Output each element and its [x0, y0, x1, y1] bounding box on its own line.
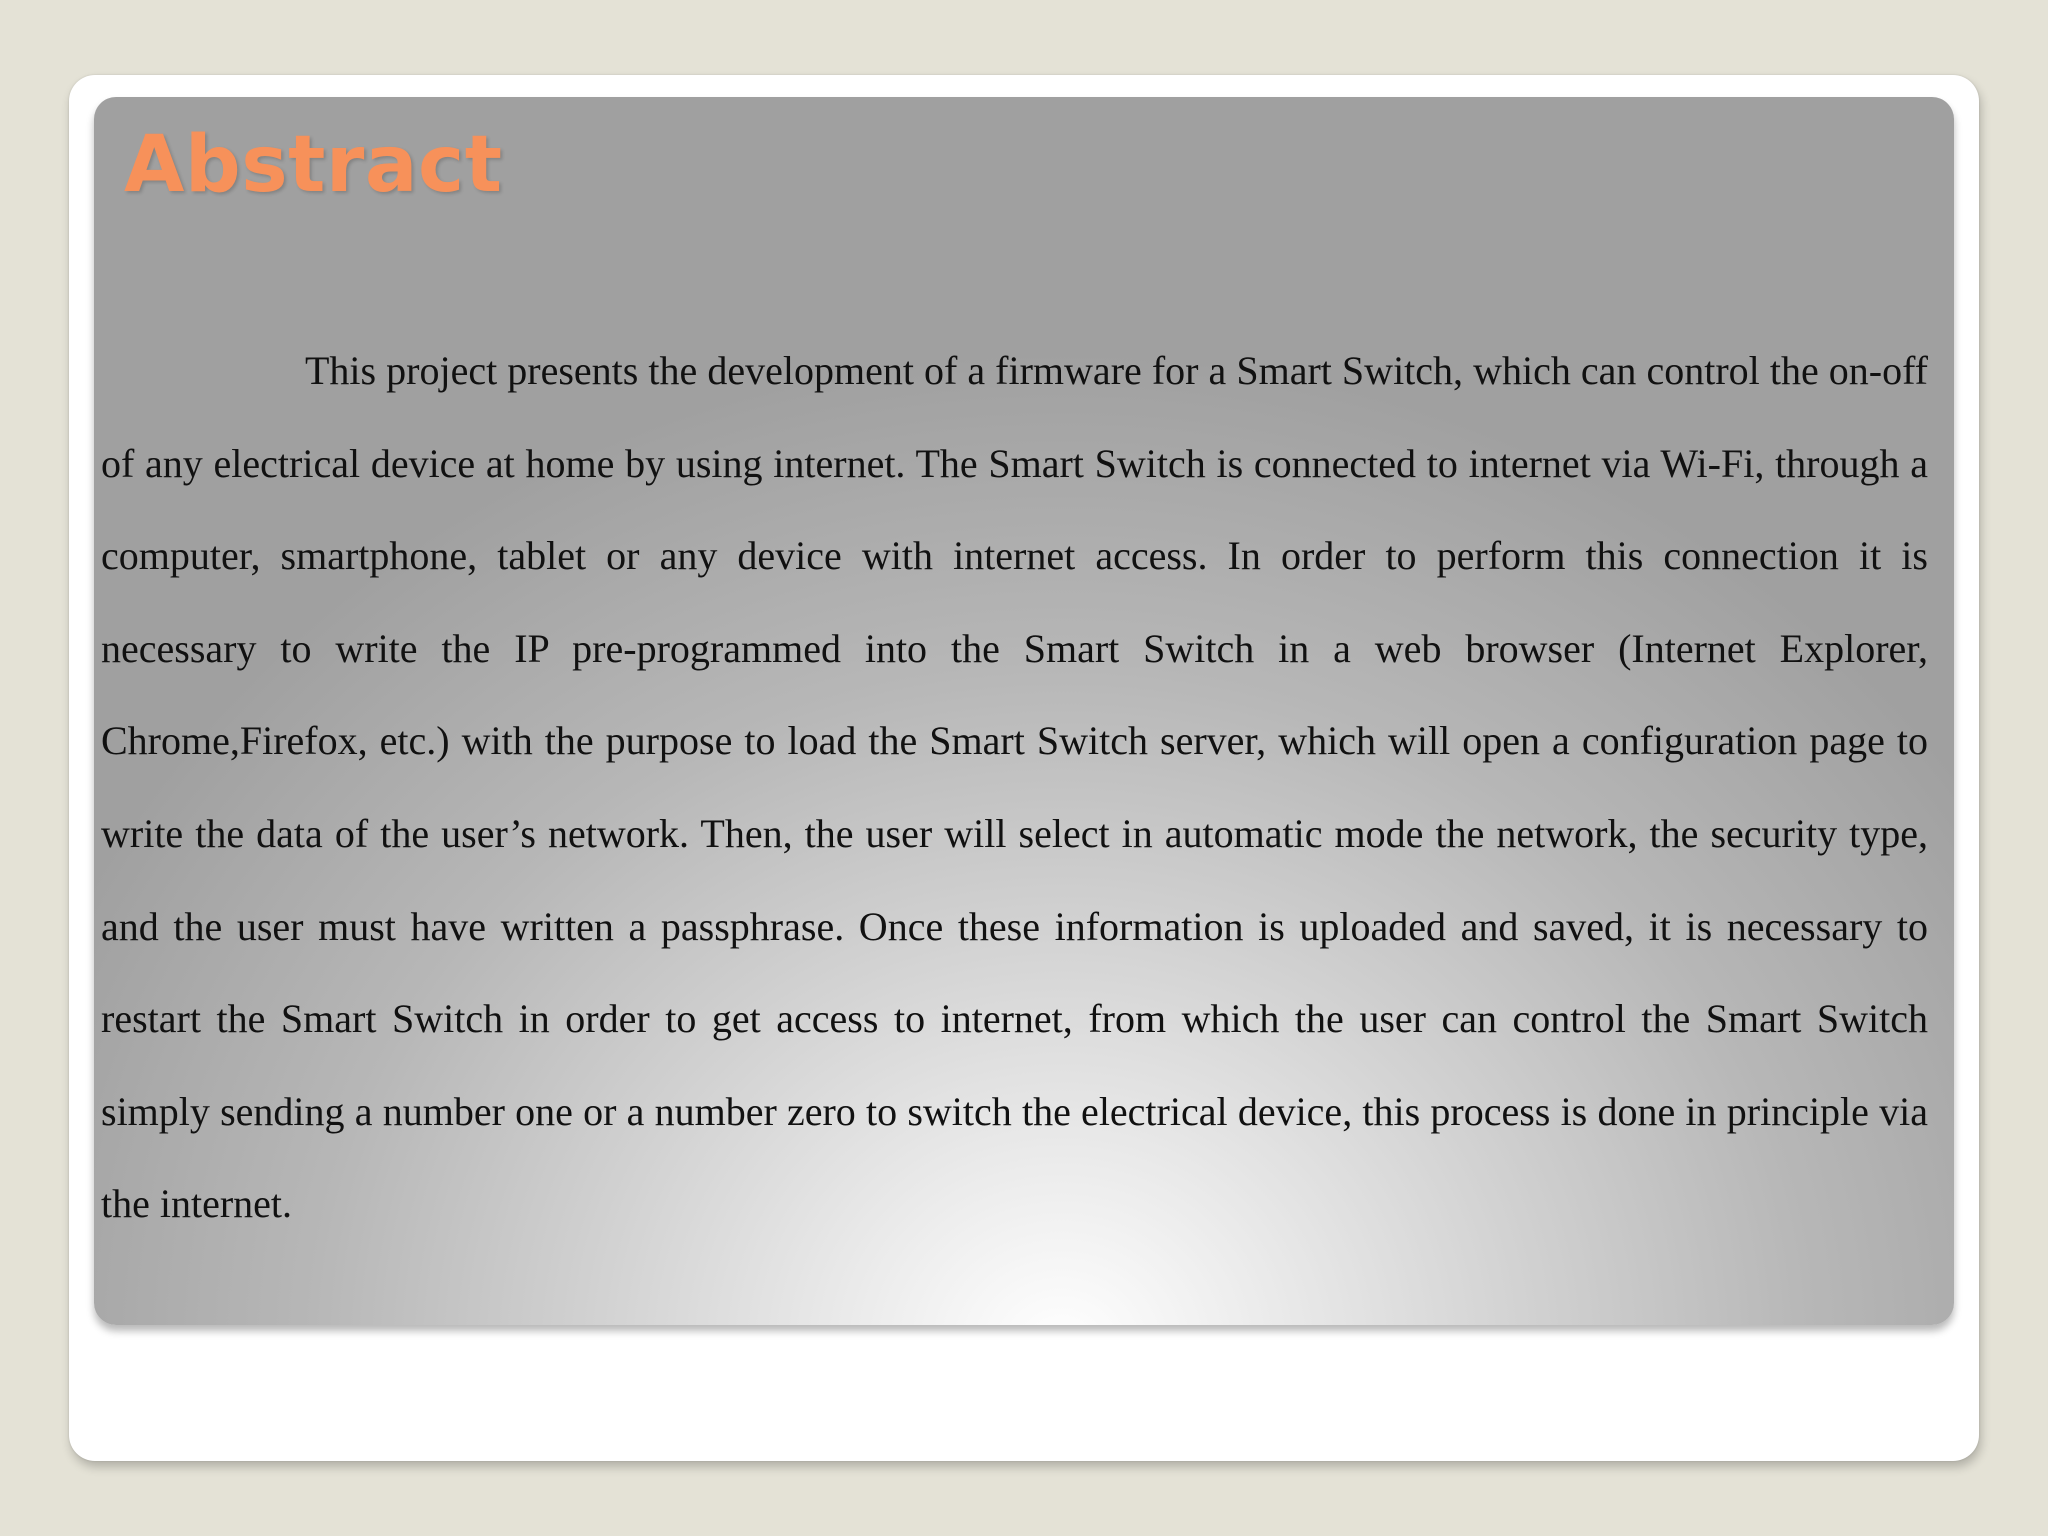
abstract-paragraph: This project presents the development of a firmware for a Smart Switch, which can control the on-off of any electrical device at home by using internet. The Smart Switch is connected to internet via Wi-Fi, through a computer, smartphone, tablet or any device with internet access. In order to perform this connection it is necessary to write the IP pre-programmed into the Smart Switch in a web browser (Internet Explorer, Chrome,Firefox, etc.) with the purpose to load the Smart Switch server, which will open a configuration page to write the data of the user’s network. Then, the user will select in automatic mode the network, the security type, and the user must have written a passphrase. Once these information is uploaded and saved, it is necessary to restart the Smart Switch in order to get access to internet, from which the user can control the Smart Switch simply sending a number one or a number zero to switch the electrical device, this process is done in principle via the internet.	[101, 348, 1928, 1227]
content-panel	[94, 97, 1954, 1325]
slide-title: Abstract	[124, 120, 503, 210]
